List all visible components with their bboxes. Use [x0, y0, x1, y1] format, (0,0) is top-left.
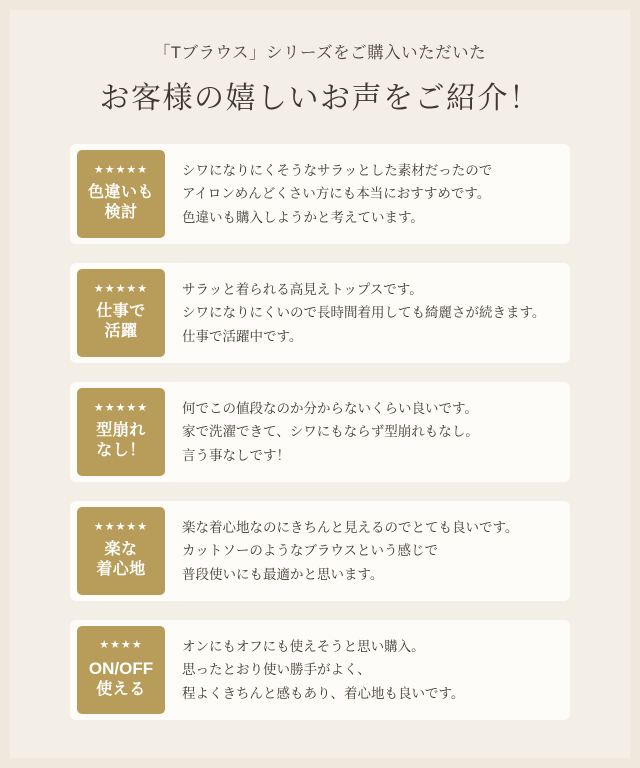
- star-rating-icon: ★★★★★: [93, 164, 149, 177]
- review-text-line: オンにもオフにも使えそうと思い購入。: [182, 639, 425, 655]
- badge-label-line2: 検討: [104, 204, 138, 222]
- review-badge: [77, 626, 165, 714]
- review-text: [182, 635, 478, 705]
- badge-label-line1: 型崩れ: [96, 422, 146, 440]
- review-list: [10, 144, 630, 720]
- review-card: [70, 620, 570, 720]
- star-rating-icon: ★★★★: [99, 639, 143, 652]
- review-badge: [77, 388, 165, 476]
- badge-label-line1: ON/OFF: [88, 659, 154, 679]
- content-panel: [10, 10, 630, 758]
- review-badge: [77, 150, 165, 238]
- badge-label-line1: 仕事で: [96, 303, 146, 321]
- review-text: [182, 278, 559, 348]
- badge-label-line1: 色違いも: [87, 184, 154, 202]
- review-text-line: 楽な着心地なのにきちんと見えるのでとても良いです。: [182, 520, 519, 536]
- review-text-line: 仕事で活躍中です。: [182, 328, 303, 344]
- review-card: [70, 501, 570, 601]
- badge-label-line2: 活躍: [104, 323, 138, 341]
- review-card: [70, 144, 570, 244]
- star-rating-icon: ★★★★★: [93, 521, 149, 534]
- review-text-line: サラッと着られる高見えトップスです。: [182, 282, 423, 298]
- star-rating-icon: ★★★★★: [93, 402, 149, 415]
- review-text-line: 程よくきちんと感もあり、着心地も良いです。: [182, 685, 465, 701]
- star-rating-icon: ★★★★★: [93, 283, 149, 296]
- review-text-line: カットソーのようなブラウスという感じで: [182, 543, 438, 559]
- header-subtitle: 「Tブラウス」シリーズをご購入いただいた: [153, 44, 487, 62]
- review-text-line: 普段使いにも最適かと思います。: [182, 566, 384, 582]
- review-text-line: シワになりにくそうなサラッとした素材だったので: [182, 163, 493, 179]
- review-text: [182, 516, 532, 586]
- badge-label-line1: 楽な: [104, 541, 138, 559]
- review-text-line: アイロンめんどくさい方にも本当におすすめです。: [182, 186, 491, 202]
- review-badge: [77, 507, 165, 595]
- review-text: [182, 397, 493, 467]
- review-text-line: 色違いも購入しようかと考えています。: [182, 209, 424, 225]
- review-text-line: 何でこの値段なのか分からないくらい良いです。: [182, 401, 478, 417]
- review-text-line: 家で洗濯できて、シワにもならず型崩れもなし。: [182, 424, 479, 440]
- review-badge: [77, 269, 165, 357]
- review-text-line: 言う事なしです！: [182, 447, 290, 463]
- review-text-line: シワになりにくいので長時間着用しても綺麗さが続きます。: [182, 305, 546, 321]
- badge-label-line2: 使える: [96, 680, 146, 698]
- review-text: [182, 159, 506, 229]
- page-header: [10, 10, 630, 118]
- review-card: [70, 263, 570, 363]
- review-card: [70, 382, 570, 482]
- review-text-line: 思ったとおり使い勝手がよく、: [182, 662, 371, 678]
- badge-label-line2: なし！: [96, 442, 146, 460]
- badge-label-line2: 着心地: [96, 561, 146, 579]
- page-title: お客様の嬉しいお声をご紹介！: [99, 82, 541, 116]
